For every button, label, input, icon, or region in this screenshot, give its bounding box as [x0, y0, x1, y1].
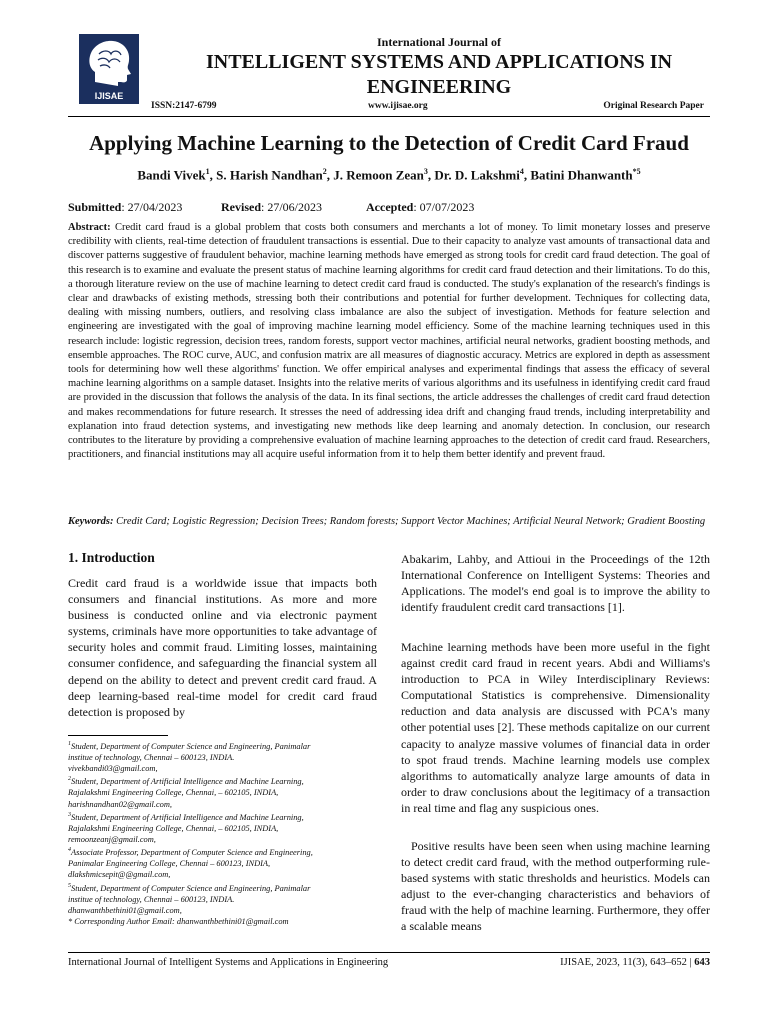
affiliation-footnotes — [68, 739, 378, 927]
authors: Bandi Vivek$^1$, S. Harish Nandhan$^2$, J. Remoon Zean$^3$, Dr. D. Lakshmi$^4$, Batini Dhanwanth$^{*5}$ — [137, 167, 641, 183]
author-name: Dr. D. Lakshmi — [434, 167, 520, 183]
intro-left-paragraph: Credit card fraud is a worldwide issue that impacts both consumers and financial institutions. As more and more business is conducted online and via electronic payment systems, criminals have more opportunities to take advantage of security holes and commit fraud. Limiting losses, maintaining consumer confidence, and safeguarding the financial system all depend on the ability to detect and prevent credit card fraud. A deep learning-based real-time model for credit card fraud detection is proposed by — [68, 576, 377, 719]
abstract-label: Abstract: — [68, 222, 111, 233]
header-rule — [68, 116, 710, 117]
author-affiliation-mark: 1 — [205, 167, 210, 176]
footnote-4: $^4$Associate Professor, Department of Computer Science and Engineering, Panimalar Engineering College, Chennai – 600123, INDIA, dlakshmicsepit@@gmail.com, — [68, 847, 313, 880]
abstract — [68, 221, 710, 462]
intro-right-paragraph-2: Machine learning methods have been more useful in the fight against credit card fraud in recent years. Abdi and Williams's introduction to PCA in Wiley Interdisciplinary Reviews: Computational Statistics is comprehensive. Dimensionality reduction and data analysis are discussed with PCA's many other potential uses [2]. These methods capitalize on our current capacity to analyze massive volumes of financial data in order to spot fraud trends. Machine learning models use complex algorithms to automatically analyze large amounts of data in order to draw conclusions about the legitimacy of a transaction in real time and flag any suspicious ones. — [401, 640, 710, 815]
page-number: 643 — [694, 957, 710, 968]
logo-text: IJISAE — [94, 91, 124, 101]
revised-date: Revised: 27/06/2023 — [221, 200, 323, 214]
author-name: J. Remoon Zean — [333, 167, 424, 183]
journal-website-link[interactable]: www.ijisae.org — [368, 101, 428, 111]
paper-type: Original Research Paper — [603, 101, 704, 111]
author-affiliation-mark: 3 — [423, 167, 428, 176]
footnote-3: $^3$Student, Department of Artificial Intelligence and Machine Learning, Rajalakshmi Engineering College, Chennai, – 602105, INDIA, remoonzeanj@gmail.com, — [68, 811, 304, 845]
keywords-label: Keywords: — [68, 516, 114, 527]
issn: ISSN:2147-6799 — [151, 101, 217, 111]
submitted-date: Submitted: 27/04/2023 — [68, 200, 183, 214]
head-silhouette-icon — [85, 38, 133, 88]
footnote-rule — [68, 735, 168, 736]
corresponding-author: * Corresponding Author Email: dhanwanthbethini01@gmail.com — [68, 917, 289, 927]
abstract-text: Credit card fraud is a global problem that costs both consumers and merchants a lot of money. To limit monetary losses and preserve credibility with clients, real-time detection of fraudulent transactions is essential. Due to their capacity to analyze vast amounts of transactional data and discover patterns suggestive of fraudulent behavior, machine learning methods have emerged as strong tools for credit card fraud detection. The goal of this research is to examine and evaluate the present status of machine learning algorithms for credit card fraud detection and their limitations. To do this, a thorough literature review on the use of machine learning to detect credit card fraud is conducted. The study's explanation of the research's findings is clear and drawbacks of existing methods, stressing both their contributions and potential for further development. Techniques for collecting data, dealing with missing numbers, outliers, and resolving class imbalance are also the subject of investigation. Methods for feature selection and engineering are investigated with the goal of improving machine learning model efficiency. Some of the machine learning techniques used in this research include: logistic regression, decision trees, random forests, support vector machines, artificial neural networks, gradient boosting methods, and ensemble approaches. The ROC curve, AUC, and confusion matrix are all measures of diagnostic accuracy. Metrics are explored in depth as assessment tools for determining how well these algorithms' function. We offer empirical analyses and experimental findings that assess the efficacy of several machine learning algorithms on a sample dataset. Insights into the relative merits of various algorithms and its usefulness in identifying credit card fraud are provided in the discussion that follows the analysis of the data. In its final sections, the article addresses the challenges of credit card fraud detection and makes recommendations for future research. It stresses the need of addressing idea drift and changing fraud trends, including interpretability and explanation into fraud detection systems, and investigating new methods like deep learning and anomaly detection. In conclusion, our research contributes to the literature by providing a comprehensive evaluation of machine learning approaches to the detection of credit card fraud. Researchers, practitioners, and financial institutions may all acquire useful information from it to help them better identify and prevent fraud. — [68, 222, 711, 461]
section-heading-introduction: 1. Introduction — [68, 550, 155, 565]
keywords-text: Credit Card; Logistic Regression; Decision Trees; Random forests; Support Vector Machines; Artificial Neural Network; Gradient Boosting — [116, 516, 706, 527]
journal-logo — [79, 34, 139, 104]
footer-citation: IJISAE, 2023, 11(3), 643–652 | 643 — [560, 957, 710, 968]
author-affiliation-mark: 4 — [519, 167, 524, 176]
footnote-5: $^5$Student, Department of Computer Science and Engineering, Panimalar institue of technology, Chennai – 600123, INDIA. dhanwanthbethini01@gmail.com, — [68, 882, 311, 915]
author-affiliation-mark: 2 — [322, 167, 327, 176]
keywords — [68, 514, 710, 529]
intro-right-paragraph-1: Abakarim, Lahby, and Attioui in the Proceedings of the 12th International Conference on Intelligent Systems: Theories and Applications. The model's end goal is to improve the ability to identify fraudulent credit card transactions [1]. — [401, 552, 710, 615]
journal-title: INTELLIGENT SYSTEMS AND APPLICATIONS IN ENGINEERING — [205, 51, 673, 98]
author-name: S. Harish Nandhan — [216, 167, 323, 183]
author-name: Batini Dhanwanth — [530, 167, 633, 183]
footer-rule — [68, 952, 710, 953]
footnote-1: $^1$Student, Department of Computer Science and Engineering, Panimalar institue of technology, Chennai – 600123, INDIA. vivekbandi03@gmail.com, — [68, 741, 311, 774]
footer-journal-name: International Journal of Intelligent Systems and Applications in Engineering — [68, 957, 389, 968]
paper-title: Applying Machine Learning to the Detection of Credit Card Fraud — [89, 131, 689, 155]
accepted-date: Accepted: 07/07/2023 — [366, 200, 475, 214]
author-name: Bandi Vivek — [137, 167, 206, 183]
author-affiliation-mark: *5 — [632, 167, 641, 176]
footnote-2: $^2$Student, Department of Artificial Intelligence and Machine Learning, Rajalakshmi Engineering College, Chennai, – 602105, INDIA, harishnandhan02@gmail.com, — [68, 776, 304, 809]
intro-right-paragraph-3: Positive results have been seen when using machine learning to detect credit card fraud, with the method outperforming rule-based systems with static thresholds and heuristics. Models can adjust to the ever-changing characteristics and behaviors of fraud with the help of machine learning. Furthermore, they offer a scalable means — [401, 839, 710, 934]
journal-intl-label: International Journal of — [376, 35, 501, 49]
